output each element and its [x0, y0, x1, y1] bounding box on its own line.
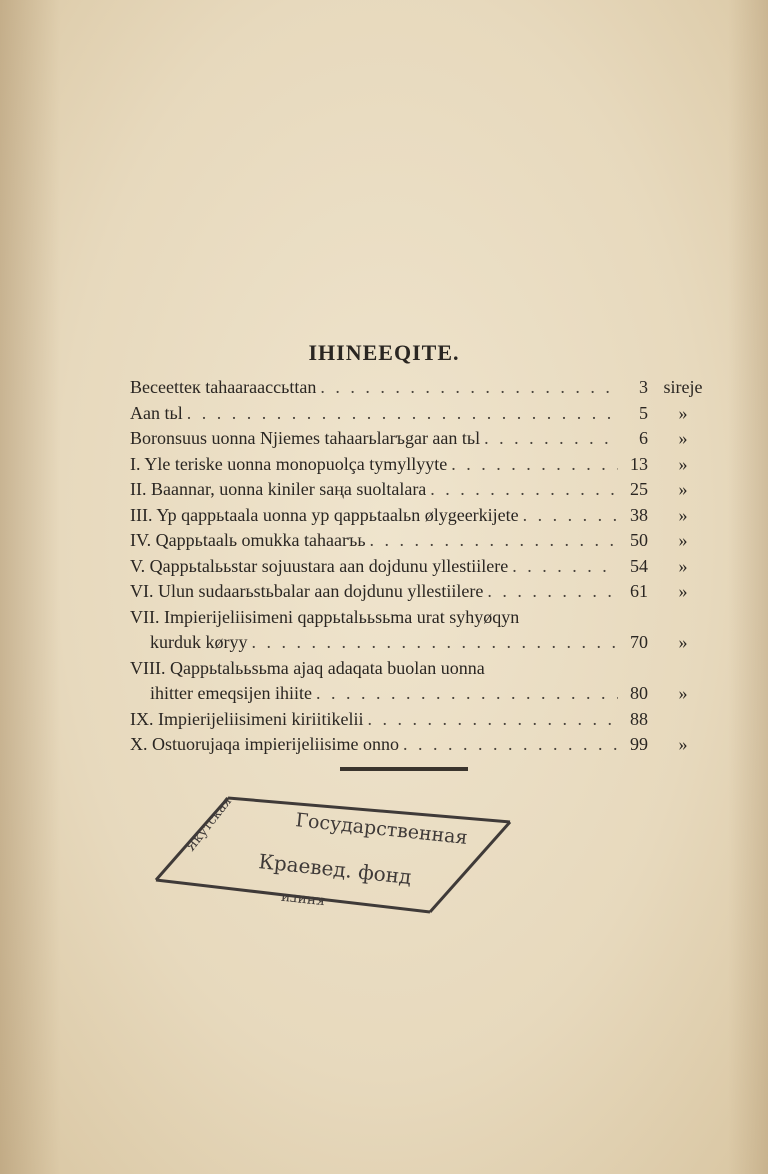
toc-entry-continuation — [130, 630, 718, 656]
toc-entry-mark: sireje — [663, 377, 703, 397]
toc-entry-label: V. Qappьtalььstar sojuustara aan dojdunu yllestiilere — [130, 555, 509, 576]
toc-entry — [130, 707, 718, 733]
library-stamp — [150, 780, 520, 930]
toc-entry-label: kurduk køryy — [150, 632, 248, 652]
toc-entry-label: VIII. Qappьtalььsьma ajaq adaqata buolan uonna — [130, 657, 485, 678]
stamp-line-2: Краевед. фонд — [257, 849, 413, 890]
toc-entry — [130, 401, 718, 427]
toc-entry — [130, 426, 718, 452]
leader-dots — [519, 503, 618, 529]
toc-entry-mark: » — [678, 555, 688, 576]
leader-dots — [483, 579, 618, 605]
toc-entry-page: 99 — [630, 734, 648, 754]
toc-entry-mark: » — [678, 581, 688, 601]
stamp-line-3: книги — [279, 889, 326, 910]
toc-entry-mark: » — [678, 479, 688, 499]
leader-dots — [183, 401, 618, 427]
toc-entry — [130, 528, 718, 554]
leader-dots — [312, 681, 618, 707]
stamp-side-text: Якутская — [183, 794, 236, 855]
toc-entry-label: X. Ostuorujaqa impierijeliisime onno — [130, 734, 399, 754]
toc-entry — [130, 579, 718, 605]
toc-entry-mark: » — [678, 504, 688, 525]
toc-entry — [130, 503, 718, 529]
leader-dots — [248, 630, 619, 656]
toc-entry-page: 70 — [630, 632, 648, 652]
toc-entry-mark: » — [678, 632, 688, 652]
toc-entry-label: Beceettек tahaaraaccьttan — [130, 377, 317, 397]
toc-entry-page: 50 — [630, 530, 648, 550]
toc-entry-label: VI. Ulun sudaarьstьbalar aan dojdunu yllestiilere — [130, 581, 484, 601]
toc-entry-label: IV. Qappьtaalь omukka tahaarъь — [130, 530, 366, 550]
toc-entry-page: 6 — [639, 428, 648, 448]
page-title: IHINEEQITE. — [308, 340, 460, 365]
toc-entry — [130, 656, 718, 682]
toc-entry-page: 13 — [630, 453, 648, 474]
toc-entry — [130, 605, 718, 631]
toc-entry-label: I. Yle teriske uonna monopuolça tymyllyyte — [130, 453, 448, 474]
toc-entry-mark: » — [678, 402, 688, 423]
leader-dots — [363, 707, 618, 733]
toc-entry-page: 25 — [630, 479, 648, 499]
toc-entry-continuation — [130, 681, 718, 707]
toc-entry — [130, 452, 718, 478]
toc-entry — [130, 732, 718, 758]
leader-dots — [399, 732, 618, 758]
leader-dots — [426, 477, 618, 503]
toc-entry-mark: » — [678, 530, 688, 550]
toc-entry-page: 54 — [630, 555, 648, 576]
ornamental-rule — [340, 767, 468, 771]
table-of-contents — [130, 375, 718, 758]
leader-dots — [366, 528, 618, 554]
toc-entry-label: VII. Impierijeliisimeni qappьtalььsьma urat syhyøqyn — [130, 606, 520, 627]
page-edge-shadow-left — [0, 0, 60, 1174]
leader-dots — [480, 426, 618, 452]
toc-entry-page: 80 — [630, 683, 648, 703]
toc-entry — [130, 554, 718, 580]
toc-entry-mark: » — [678, 683, 688, 703]
toc-entry-page: 38 — [630, 504, 648, 525]
leader-dots — [447, 452, 618, 478]
toc-entry — [130, 477, 718, 503]
toc-entry-label: Aan tьl — [130, 402, 183, 423]
toc-entry-page: 5 — [639, 402, 648, 423]
toc-entry-page: 88 — [630, 708, 648, 729]
stamp-graphic — [150, 780, 520, 930]
page-edge-shadow-right — [728, 0, 768, 1174]
toc-entry-label: Boronsuus uonna Njiemes tahaarьlarъgar aan tьl — [130, 428, 481, 448]
toc-entry-mark: » — [678, 428, 688, 448]
toc-entry — [130, 375, 718, 401]
leader-dots — [316, 375, 618, 401]
toc-entry-page: 61 — [630, 581, 648, 601]
toc-entry-label: II. Baannar, uonna kiniler saңa suoltalara — [130, 479, 427, 499]
leader-dots — [508, 554, 618, 580]
toc-entry-label: IX. Impierijeliisimeni kiriitikelii — [130, 708, 364, 729]
toc-entry-mark: » — [678, 734, 688, 754]
toc-entry-page: 3 — [639, 377, 648, 397]
toc-entry-label: ihitter emeqsijen ihiite — [150, 683, 312, 703]
toc-entry-label: III. Yp qappьtaala uonna yp qappьtaalьn ølygeerkijete — [130, 504, 519, 525]
toc-entry-mark: » — [678, 453, 688, 474]
stamp-line-1: Государственная — [294, 809, 469, 850]
